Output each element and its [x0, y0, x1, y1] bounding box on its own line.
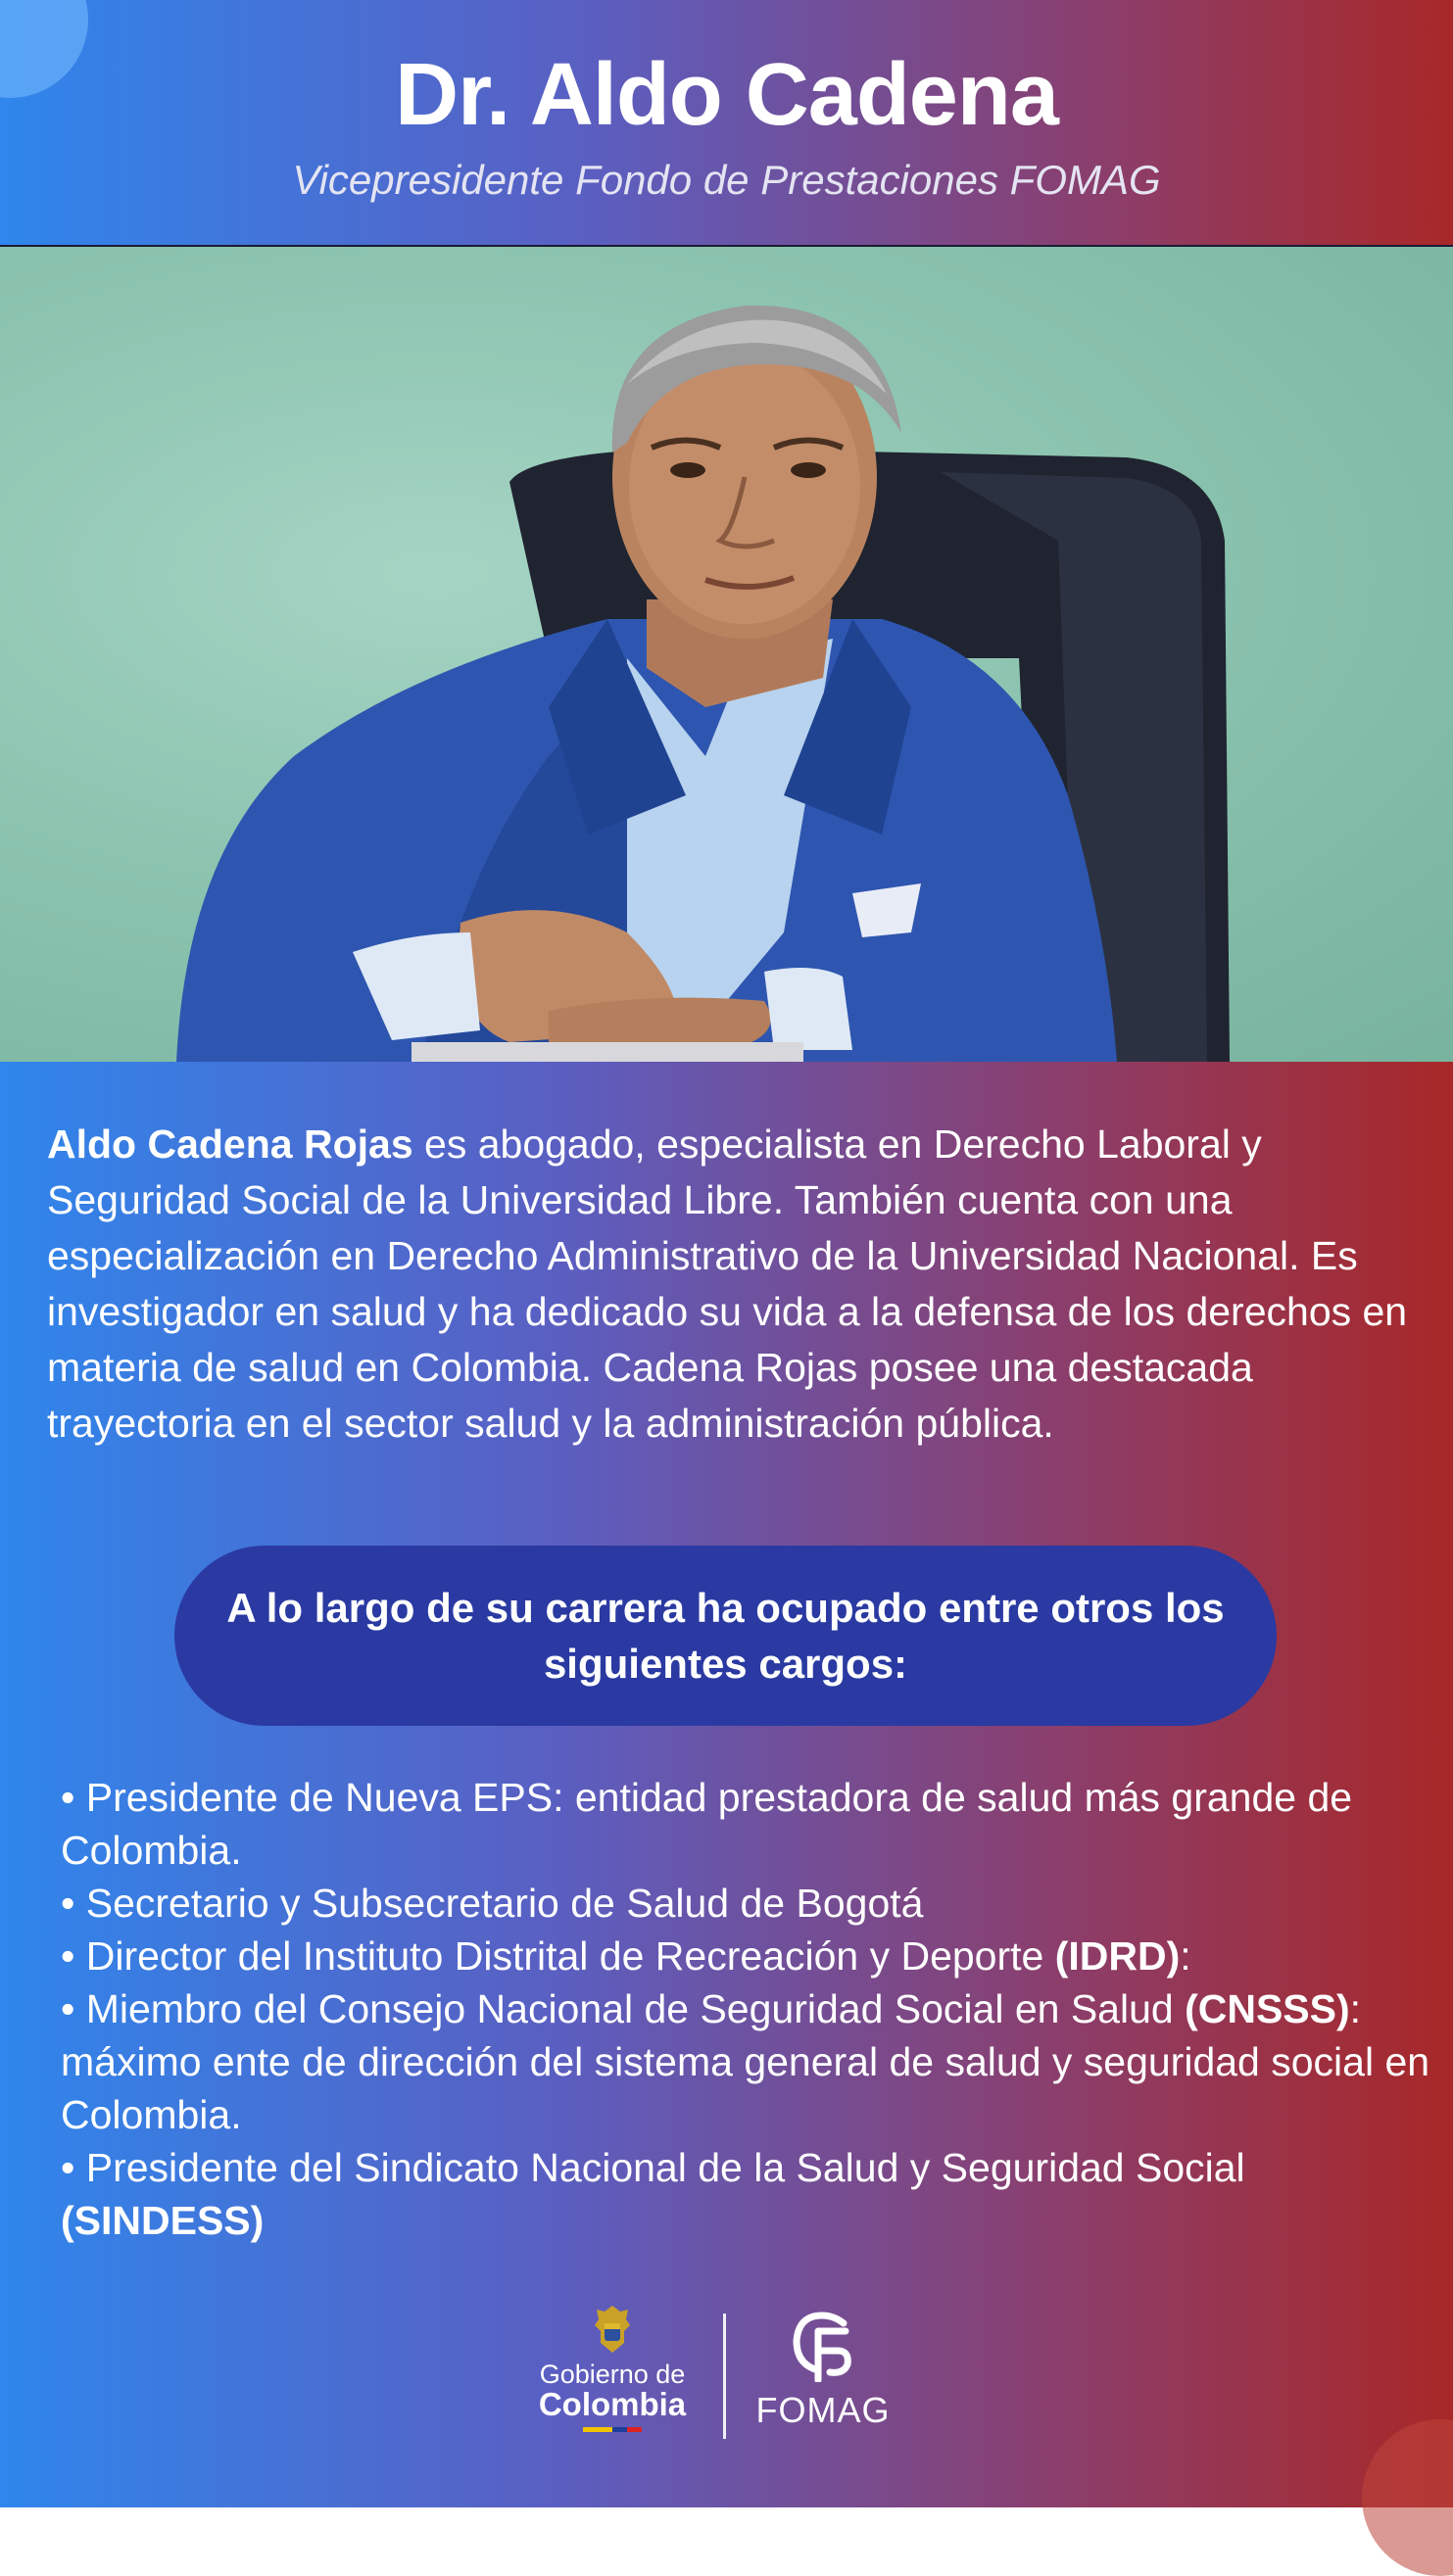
gov-line1: Gobierno de [539, 2360, 686, 2389]
list-item [61, 2141, 1432, 2247]
logo-divider [723, 2314, 726, 2439]
list-item-text: • Director del Instituto Distrital de Recreación y Deporte [61, 1933, 1055, 1979]
footer-logos [529, 2304, 921, 2441]
list-item-text: • Presidente de Nueva EPS: entidad prestadora de salud más grande de Colombia. [61, 1775, 1353, 1873]
coat-of-arms-icon [591, 2304, 634, 2355]
bio-text: es abogado, especialista en Derecho Laboral y Seguridad Social de la Universidad Libre. También cuenta con una especialización en Derecho Administrativo de la Universidad Nacional. Es investigador en salud y ha dedicado su vida a la defensa de los derechos en materia de salud en Colombia. Cadena Rojas posee una destacada trayectoria en el sector salud y la administración pública. [47, 1121, 1408, 1446]
list-item [61, 1771, 1432, 1877]
bio-paragraph [47, 1117, 1438, 1452]
portrait-photo [0, 247, 1453, 1062]
cargos-list [61, 1771, 1432, 2247]
list-item-text: : [1180, 1933, 1191, 1979]
list-item [61, 1930, 1432, 1982]
colombia-flag-bar [583, 2427, 642, 2432]
gobierno-colombia-logo [529, 2304, 696, 2432]
page-title: Dr. Aldo Cadena [395, 46, 1058, 144]
fomag-label: FOMAG [755, 2390, 891, 2430]
cargos-heading-pill [174, 1546, 1277, 1726]
fomag-mark-icon [789, 2312, 857, 2382]
list-item-acronym: (CNSSS) [1185, 1986, 1350, 2031]
list-item-acronym: (IDRD) [1054, 1933, 1181, 1979]
bio-name: Aldo Cadena Rojas [47, 1121, 413, 1167]
list-item-text: • Miembro del Consejo Nacional de Seguridad Social en Salud [61, 1986, 1186, 2031]
header-banner [0, 0, 1453, 247]
list-item [61, 1877, 1432, 1930]
list-item-acronym: (SINDESS) [61, 2198, 265, 2243]
cargos-heading: A lo largo de su carrera ha ocupado entre otros los siguientes cargos: [226, 1585, 1225, 1687]
list-item-text: • Secretario y Subsecretario de Salud de Bogotá [61, 1881, 924, 1926]
page-subtitle: Vicepresidente Fondo de Prestaciones FOMAG [292, 157, 1161, 203]
fomag-logo [750, 2312, 896, 2428]
list-item-text: • Presidente del Sindicato Nacional de la Salud y Seguridad Social [61, 2145, 1245, 2190]
list-item-text: : máximo ente de dirección del sistema general de salud y seguridad social en Colombia. [61, 1986, 1430, 2137]
gov-line2: Colombia [538, 2386, 687, 2422]
list-item [61, 1982, 1432, 2141]
